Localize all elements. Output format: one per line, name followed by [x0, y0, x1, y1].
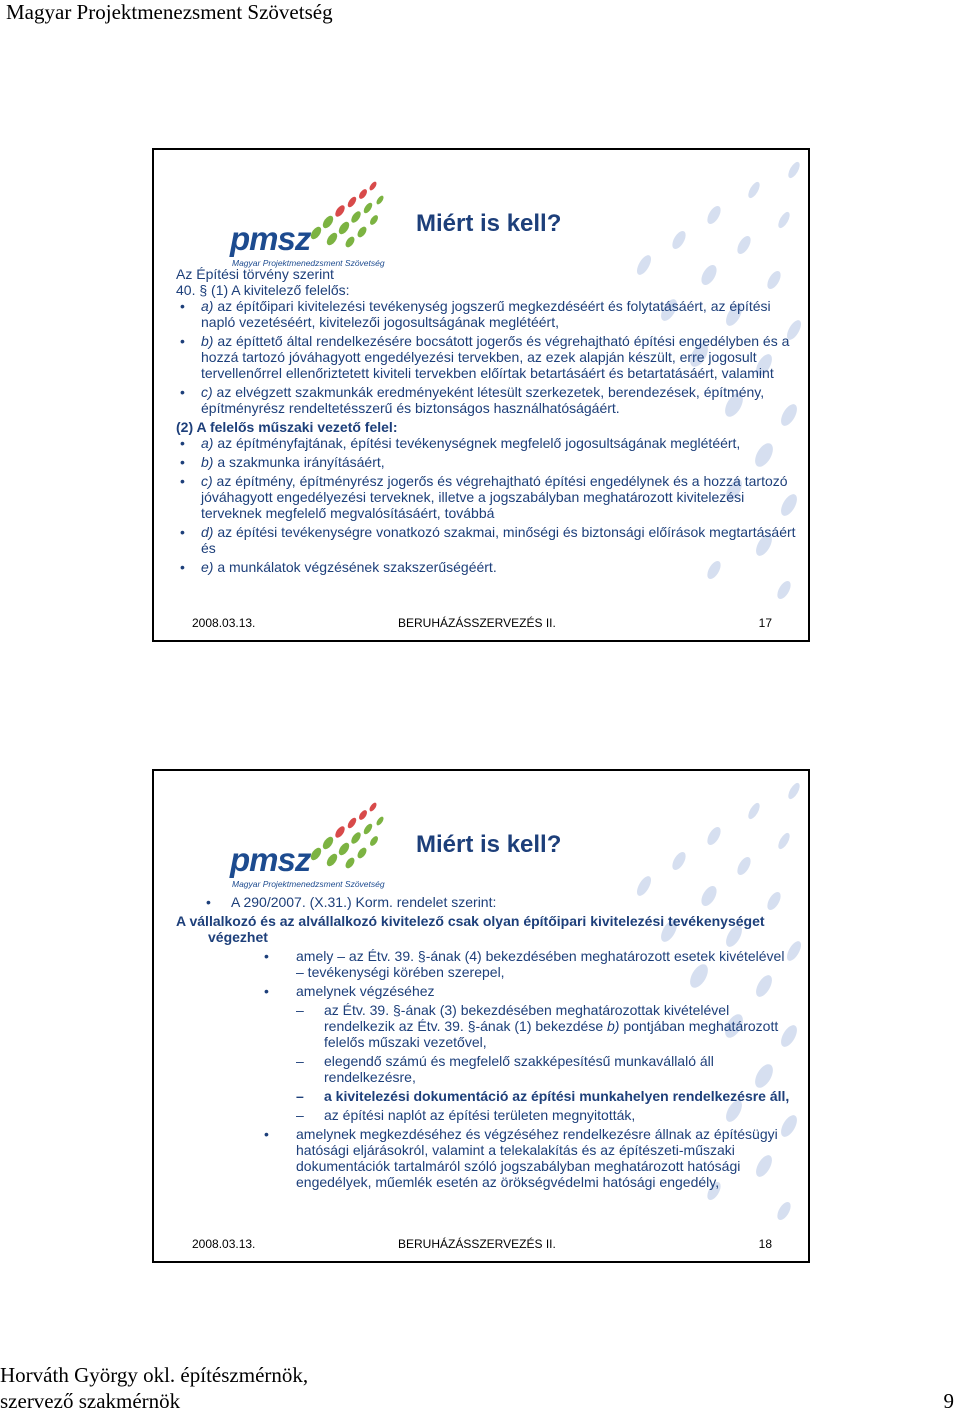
- list-item: • A 290/2007. (X.31.) Korm. rendelet szerint:: [176, 894, 796, 910]
- slide-footer: [154, 1237, 808, 1253]
- pmsz-logo: [230, 178, 410, 273]
- list-item: • a) az építőipari kivitelezési tevékenység jogszerű megkezdéséért és folytatásáért, az építési napló vezetéséért, kivitelezői jogosultságának meglétéért,: [176, 298, 796, 330]
- list-item: • a) az építményfajtának, építési tevékenységnek megfelelő jogosultságának meglétéért,: [176, 435, 796, 451]
- section-heading: 40. § (1) A kivitelező felelős:: [176, 282, 350, 298]
- slide-17: [152, 148, 810, 642]
- section-heading: (2) A felelős műszaki vezető felel:: [176, 419, 398, 435]
- list-item: – a kivitelezési dokumentáció az építési munkahelyen rendelkezésre áll,: [176, 1088, 796, 1104]
- list-item: • d) az építési tevékenységre vonatkozó szakmai, minőségi és biztonsági előírások megtartásáért és: [176, 524, 796, 556]
- slide-number: 17: [758, 616, 772, 630]
- list-item: • amelynek végzéséhez: [176, 983, 796, 999]
- main-statement: A vállalkozó és az alvállalkozó kivitelező csak olyan építőipari kivitelezési tevékenységet végezhet: [176, 913, 765, 945]
- list-item: – az építési naplót az építési területen megnyitották,: [176, 1107, 796, 1123]
- slide-content: [176, 894, 796, 1193]
- footer-date: 2008.03.13.: [192, 1237, 256, 1251]
- list-item: – elegendő számú és megfelelő szakképesítésű munkavállaló áll rendelkezésre,: [176, 1053, 796, 1085]
- slide-title: Miért is kell?: [416, 210, 562, 237]
- logo-subtitle: Magyar Projektmenedzsment Szövetség: [232, 879, 385, 889]
- slide-number: 18: [758, 1237, 772, 1251]
- list-item: • b) az építtető által rendelkezésére bocsátott jogerős és végrehajtható építési engedélyben és a hozzá tartozó jóváhagyott engedélyezési tervekben, az ezek alapján készült, erre jogosult tervellenőrrel ellenőriztetett kiviteli tervekben előírtak betartásáért és betartatásáért, valamint: [176, 333, 796, 381]
- pmsz-logo: [230, 799, 410, 894]
- slide-footer: [154, 616, 808, 632]
- list-item: • amelynek megkezdéséhez és végzéséhez rendelkezésre állnak az építésügyi hatósági eljárásokról, valamint a telekalakítás és az építészeti-műszaki dokumentációk tartalmáról szóló jogszabályban meghatározott hatósági engedélyek, műemlék esetén az örökségvédelmi hatósági engedély,: [176, 1126, 796, 1190]
- author-title-line: szervező szakmérnök: [0, 1389, 181, 1413]
- page-number: 9: [943, 1389, 954, 1413]
- list-item: • b) a szakmunka irányításáért,: [176, 454, 796, 470]
- list-item: • amely – az Étv. 39. §-ának (4) bekezdésében meghatározott esetek kivételével – tevékenységi körében szerepel,: [176, 948, 796, 980]
- slide-title: Miért is kell?: [416, 831, 562, 858]
- logo-wordmark: pmsz: [230, 220, 311, 257]
- intro-text: Az Építési törvény szerint: [176, 266, 334, 282]
- footer-date: 2008.03.13.: [192, 616, 256, 630]
- slide-content: [176, 266, 796, 578]
- footer-title: BERUHÁZÁSSZERVEZÉS II.: [398, 616, 556, 630]
- list-item: – az Étv. 39. §-ának (3) bekezdésében meghatározottak kivételével rendelkezik az Étv. 39. §-ának (1) bekezdése b) pontjában meghatározott felelős műszaki vezetővel,: [176, 1002, 796, 1050]
- author-line: Horváth György okl. építészmérnök,: [0, 1363, 309, 1387]
- list-item: • e) a munkálatok végzésének szakszerűségéért.: [176, 559, 796, 575]
- logo-wordmark: pmsz: [230, 841, 311, 878]
- list-item: • c) az építmény, építményrész jogerős és végrehajtható építési engedélynek és a hozzá tartozó jóváhagyott engedélyezési terveknek, illetve a jogszabályban meghatározott kivitelezési terveknek megfelelő megvalósításáért, továbbá: [176, 473, 796, 521]
- logo-subtitle: Magyar Projektmenedzsment Szövetség: [232, 258, 385, 268]
- page-header-title: Magyar Projektmenezsment Szövetség: [6, 0, 333, 24]
- footer-title: BERUHÁZÁSSZERVEZÉS II.: [398, 1237, 556, 1251]
- list-item: • c) az elvégzett szakmunkák eredményeként létesült szerkezetek, berendezések, építmény, építményrész rendeltetésszerű és biztonságos használhatóságáért.: [176, 384, 796, 416]
- slide-18: [152, 769, 810, 1263]
